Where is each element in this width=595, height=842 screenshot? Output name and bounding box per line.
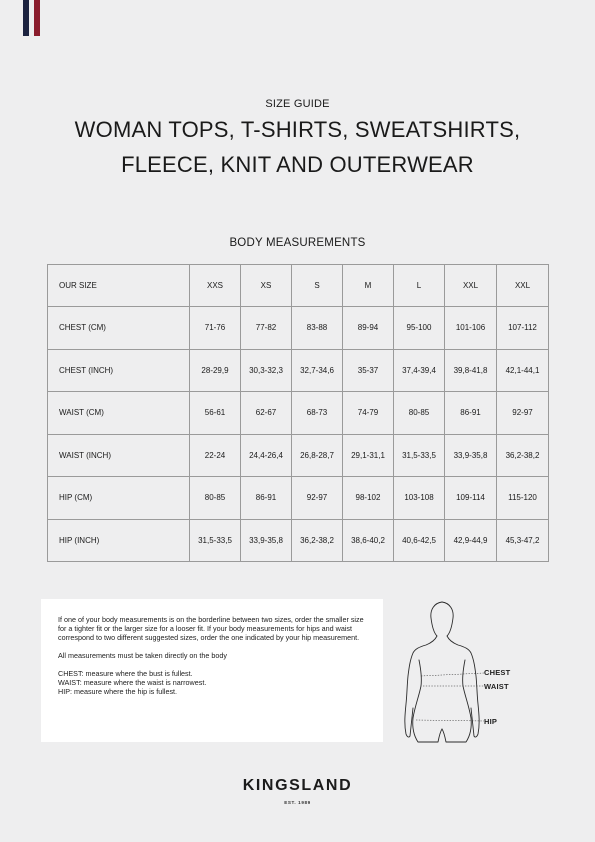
table-cell: 35-37 [343, 349, 394, 392]
table-row [48, 519, 549, 562]
direct-measure-note: All measurements must be taken directly on the body [58, 651, 227, 661]
row-label: WAIST (INCH) [48, 434, 190, 477]
size-guide-eyebrow: SIZE GUIDE [265, 98, 330, 110]
brand-flag-stripes [23, 0, 40, 36]
brand-established: EST. 1989 [284, 800, 311, 805]
table-cell: 33,9-35,8 [445, 434, 497, 477]
page-title-line-2: FLEECE, KNIT AND OUTERWEAR [121, 152, 474, 177]
size-header: L [394, 265, 445, 307]
table-cell: 32,7-34,6 [292, 349, 343, 392]
table-cell: 109-114 [445, 477, 497, 520]
table-cell: 45,3-47,2 [497, 519, 549, 562]
table-cell: 38,6-40,2 [343, 519, 394, 562]
table-cell: 86-91 [241, 477, 292, 520]
table-caption: BODY MEASUREMENTS [229, 237, 366, 249]
table-row [48, 349, 549, 392]
table-cell: 28-29,9 [190, 349, 241, 392]
chest-label: CHEST [484, 668, 511, 677]
table-cell: 101-106 [445, 307, 497, 350]
size-header: XXS [190, 265, 241, 307]
row-label: HIP (INCH) [48, 519, 190, 562]
table-cell: 31,5-33,5 [394, 434, 445, 477]
table-cell: 86-91 [445, 392, 497, 435]
table-cell: 42,9-44,9 [445, 519, 497, 562]
table-cell: 36,2-38,2 [292, 519, 343, 562]
table-cell: 36,2-38,2 [497, 434, 549, 477]
table-row [48, 307, 549, 350]
chest-definition: CHEST: measure where the bust is fullest. [58, 668, 193, 678]
hip-label: HIP [484, 717, 498, 726]
table-cell: 33,9-35,8 [241, 519, 292, 562]
table-cell: 89-94 [343, 307, 394, 350]
table-cell: 37,4-39,4 [394, 349, 445, 392]
size-header: M [343, 265, 394, 307]
table-cell: 29,1-31,1 [343, 434, 394, 477]
waist-label: WAIST [484, 682, 509, 691]
table-cell: 30,3-32,3 [241, 349, 292, 392]
table-cell: 62-67 [241, 392, 292, 435]
table-header-row [48, 265, 549, 307]
table-cell: 68-73 [292, 392, 343, 435]
row-label: CHEST (CM) [48, 307, 190, 350]
table-cell: 95-100 [394, 307, 445, 350]
table-cell: 77-82 [241, 307, 292, 350]
table-cell: 80-85 [190, 477, 241, 520]
table-cell: 24,4-26,4 [241, 434, 292, 477]
row-label: CHEST (INCH) [48, 349, 190, 392]
table-cell: 42,1-44,1 [497, 349, 549, 392]
table-cell: 98-102 [343, 477, 394, 520]
table-row [48, 477, 549, 520]
row-label: WAIST (CM) [48, 392, 190, 435]
table-cell: 74-79 [343, 392, 394, 435]
table-cell: 26,8-28,7 [292, 434, 343, 477]
table-cell: 39,8-41,8 [445, 349, 497, 392]
table-cell: 56-61 [190, 392, 241, 435]
flag-stripe-red [34, 0, 40, 36]
table-cell: 80-85 [394, 392, 445, 435]
header-label: OUR SIZE [48, 265, 190, 307]
table-cell: 71-76 [190, 307, 241, 350]
measurement-figure [390, 596, 520, 746]
table-cell: 107-112 [497, 307, 549, 350]
table-cell: 92-97 [292, 477, 343, 520]
size-header: XXL [497, 265, 549, 307]
size-header: XS [241, 265, 292, 307]
table-cell: 83-88 [292, 307, 343, 350]
table-cell: 115-120 [497, 477, 549, 520]
brand-logo: KINGSLAND [242, 777, 353, 794]
hip-definition: HIP: measure where the hip is fullest. [58, 687, 178, 697]
table-cell: 31,5-33,5 [190, 519, 241, 562]
table-cell: 40,6-42,5 [394, 519, 445, 562]
waist-definition: WAIST: measure where the waist is narrowest. [58, 678, 207, 688]
measurement-definitions [58, 669, 369, 697]
table-row [48, 434, 549, 477]
measurement-notes [41, 599, 383, 742]
size-header: XXL [445, 265, 497, 307]
page-title-line-1: WOMAN TOPS, T-SHIRTS, SWEATSHIRTS, [74, 117, 521, 142]
table-cell: 22-24 [190, 434, 241, 477]
table-cell: 92-97 [497, 392, 549, 435]
table-cell: 103-108 [394, 477, 445, 520]
size-header: S [292, 265, 343, 307]
row-label: HIP (CM) [48, 477, 190, 520]
table-row [48, 392, 549, 435]
borderline-note: If one of your body measurements is on the borderline between two sizes, order the smaller size for a tighter fit or the larger size for a looser fit. If your body measurements for hips and waist correspond to two different suggested sizes, order the one indicated by your hip measurement. [58, 615, 364, 643]
size-table [47, 264, 549, 562]
